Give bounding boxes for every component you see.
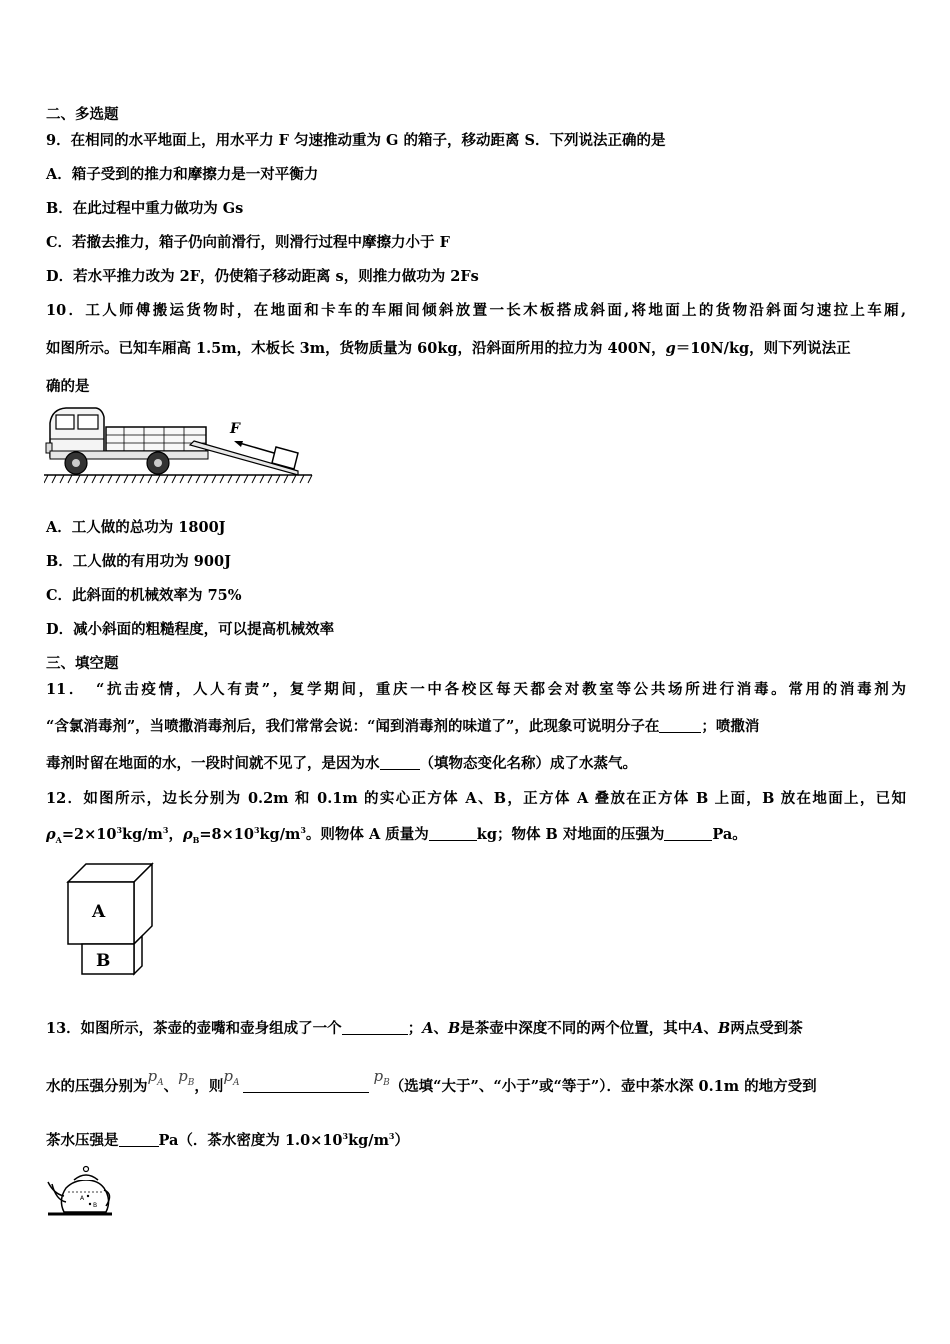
teapot-figure — [44, 1160, 116, 1218]
question-13-line2: 水的压强分别为$p_A$、$p_B$，则$p_A$ $p_B$（选填“大于”、“小于”或“等于”）．壶中茶水深 0.1m 的地方受到 — [46, 1067, 817, 1095]
answer-blank — [342, 1020, 408, 1035]
question-10-option-a: A．工人做的总功为 1800J — [46, 519, 226, 536]
question-9-option-b: B．在此过程中重力做功为 Gs — [46, 200, 244, 217]
question-9-stem: 9．在相同的水平地面上，用水平力 F 匀速推动重为 G 的箱子，移动距离 S．下列说法正确的是 — [46, 132, 666, 149]
answer-blank — [380, 755, 420, 770]
answer-blank — [119, 1132, 159, 1147]
question-9-option-a: A．箱子受到的推力和摩擦力是一对平衡力 — [46, 166, 319, 183]
question-12-line1: 12．如图所示，边长分别为 0.2m 和 0.1m 的实心正方体 A、B，正方体 A 叠放在正方体 B 上面，B 放在地面上，已知 — [46, 790, 906, 807]
question-11-line2: “含氯消毒剂”，当喷撒消毒剂后，我们常常会说：“闻到消毒剂的味道了”，此现象可说明分子在 ；喷撒消 — [46, 718, 760, 735]
question-13-line3: 茶水压强是 Pa（．茶水密度为 $1.0\times 10^3kg/m^3$） — [46, 1131, 409, 1149]
answer-blank — [664, 826, 712, 841]
question-13-line1: 13．如图所示，茶壶的壶嘴和壶身组成了一个 ；A、B是茶壶中深度不同的两个位置，其中A、B两点受到茶 — [46, 1020, 803, 1037]
question-10-stem-line2: 如图所示。已知车厢高 1.5m，木板长 3m，货物质量为 60kg，沿斜面所用的拉力为 400N，g＝10N/kg，则下列说法正 — [46, 340, 851, 357]
answer-blank — [429, 826, 477, 841]
section-heading-multiple-choice: 二、多选题 — [46, 106, 119, 123]
answer-blank — [243, 1078, 369, 1093]
question-10-option-c: C．此斜面的机械效率为 75% — [46, 587, 242, 604]
question-10-stem-line1: 10．工人师傅搬运货物时，在地面和卡车的车厢间倾斜放置一长木板搭成斜面,将地面上的货物沿斜面匀速拉上车厢, — [46, 302, 906, 319]
teapot-point-b-label: B — [93, 1202, 98, 1209]
question-9-option-c: C．若撤去推力，箱子仍向前滑行，则滑行过程中摩擦力小于 F — [46, 234, 450, 251]
cube-a-label: A — [92, 902, 106, 922]
stacked-cubes-figure — [64, 862, 158, 976]
question-10-option-d: D．减小斜面的粗糙程度，可以提高机械效率 — [46, 621, 335, 638]
section-heading-fill-in: 三、填空题 — [46, 655, 119, 672]
question-11-line1: 11． “抗击疫情，人人有责”，复学期间，重庆一中各校区每天都会对教室等公共场所进行消毒。常用的消毒剂为 — [46, 681, 906, 698]
question-10-option-b: B．工人做的有用功为 900J — [46, 553, 231, 570]
question-9-option-d: D．若水平推力改为 2F，仍使箱子移动距离 s，则推力做功为 2Fs — [46, 268, 479, 285]
teapot-point-a-label: A — [80, 1195, 85, 1202]
force-label: F — [230, 421, 240, 437]
question-12-line2: $\rho_A=2\times 10^3kg/m^3$，$\rho_B=8\times 10^3kg/m^3$。则物体 A 质量为 kg；物体 B 对地面的压强为 Pa。 — [46, 825, 747, 845]
cube-b-label: B — [96, 951, 111, 971]
question-10-stem-line3: 确的是 — [46, 378, 90, 395]
answer-blank — [659, 718, 701, 733]
question-11-line3: 毒剂时留在地面的水，一段时间就不见了，是因为水 （填物态变化名称）成了水蒸气。 — [46, 755, 637, 772]
truck-ramp-figure — [44, 403, 316, 487]
